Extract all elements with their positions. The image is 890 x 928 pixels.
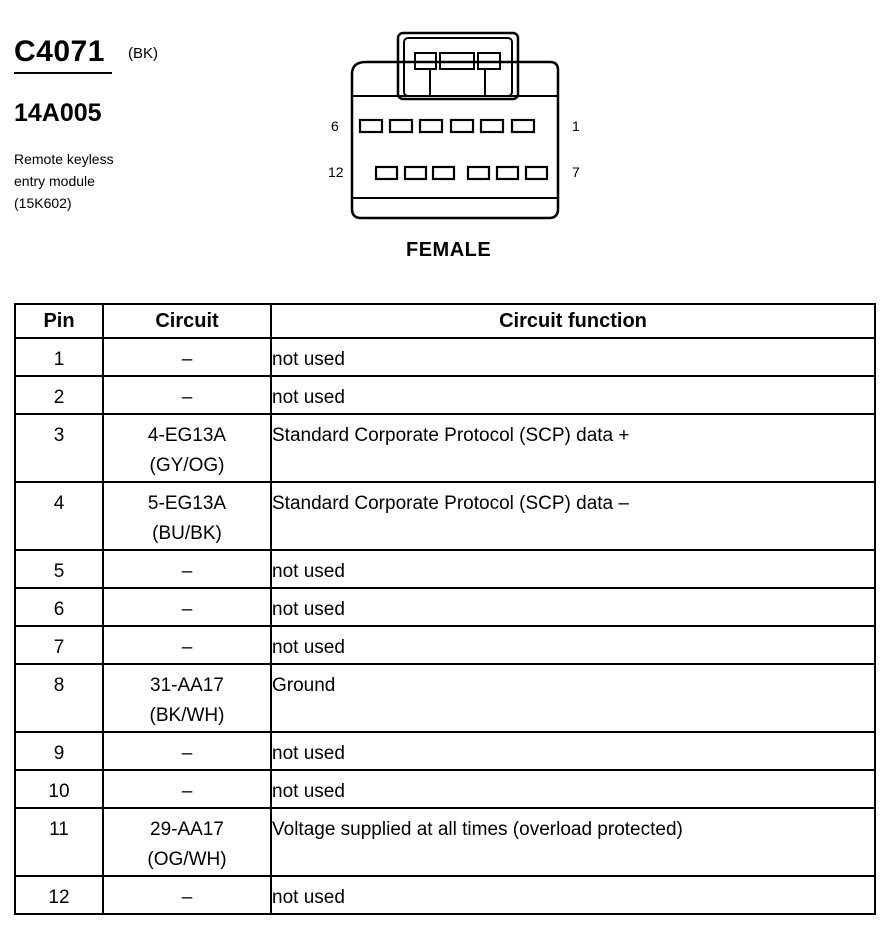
wire-color: (BU/BK)	[152, 523, 222, 544]
circuit-function: not used	[272, 387, 345, 408]
table-row	[15, 414, 875, 482]
circuit-code: –	[181, 637, 193, 658]
circuit-code: 29-AA17	[150, 819, 224, 840]
description-line: (15K602)	[14, 195, 72, 211]
connector-face-diagram	[320, 26, 600, 231]
circuit-code: –	[181, 887, 193, 908]
pin-number: 6	[53, 599, 65, 620]
pin-number: 2	[53, 387, 65, 408]
circuit-function: not used	[272, 637, 345, 658]
circuit-code: –	[181, 781, 193, 802]
circuit-code: –	[181, 561, 193, 582]
circuit-function: not used	[272, 349, 345, 370]
circuit-function: not used	[272, 781, 345, 802]
pin-number: 4	[53, 493, 65, 514]
table-row	[15, 770, 875, 808]
pin-number: 8	[53, 675, 65, 696]
pin-number: 7	[53, 637, 65, 658]
circuit-function: Standard Corporate Protocol (SCP) data –	[272, 493, 629, 514]
connector-outline-icon	[320, 26, 600, 231]
table-row	[15, 808, 875, 876]
circuit-code: –	[181, 387, 193, 408]
connector-id: C4071	[14, 35, 105, 68]
table-row	[15, 338, 875, 376]
pin-label-1: 1	[572, 118, 580, 134]
header-circuit: Circuit	[103, 304, 271, 338]
description-line: Remote keyless	[14, 151, 114, 167]
pin-number: 3	[53, 425, 65, 446]
table-header-row	[15, 304, 875, 338]
circuit-function: not used	[272, 743, 345, 764]
circuit-code: 31-AA17	[150, 675, 224, 696]
pin-number: 12	[48, 887, 70, 908]
circuit-code: –	[181, 349, 193, 370]
pin-number: 10	[48, 781, 70, 802]
circuit-function: Voltage supplied at all times (overload protected)	[272, 819, 683, 840]
pin-number: 9	[53, 743, 65, 764]
wire-color: (GY/OG)	[149, 455, 225, 476]
pin-number: 11	[49, 819, 69, 840]
circuit-function: not used	[272, 599, 345, 620]
circuit-function: Standard Corporate Protocol (SCP) data +	[272, 425, 630, 446]
table-row	[15, 482, 875, 550]
view-label: FEMALE	[406, 239, 492, 261]
connector-color: (BK)	[128, 45, 158, 62]
header-pin: Pin	[15, 304, 103, 338]
wire-color: (BK/WH)	[149, 705, 225, 726]
pinout-table	[14, 303, 876, 915]
table-row	[15, 376, 875, 414]
pin-label-7: 7	[572, 164, 580, 180]
circuit-function: Ground	[272, 675, 336, 696]
wire-color: (OG/WH)	[147, 849, 227, 870]
pin-number: 1	[53, 349, 65, 370]
circuit-code: –	[181, 743, 193, 764]
circuit-function: not used	[272, 887, 345, 908]
table-row	[15, 550, 875, 588]
header-circuit-function: Circuit function	[271, 304, 875, 338]
pin-number: 5	[53, 561, 65, 582]
table-row	[15, 732, 875, 770]
description-line: entry module	[14, 173, 95, 189]
table-row	[15, 664, 875, 732]
circuit-function: not used	[272, 561, 345, 582]
table-row	[15, 626, 875, 664]
circuit-code: –	[181, 599, 193, 620]
table-row	[15, 588, 875, 626]
part-number: 14A005	[14, 99, 102, 127]
table-row	[15, 876, 875, 914]
pin-label-6: 6	[331, 118, 339, 134]
component-description	[14, 148, 114, 214]
circuit-code: 4-EG13A	[147, 425, 227, 446]
pin-label-12: 12	[328, 164, 344, 180]
connector-id-underline	[14, 72, 112, 74]
circuit-code: 5-EG13A	[147, 493, 227, 514]
